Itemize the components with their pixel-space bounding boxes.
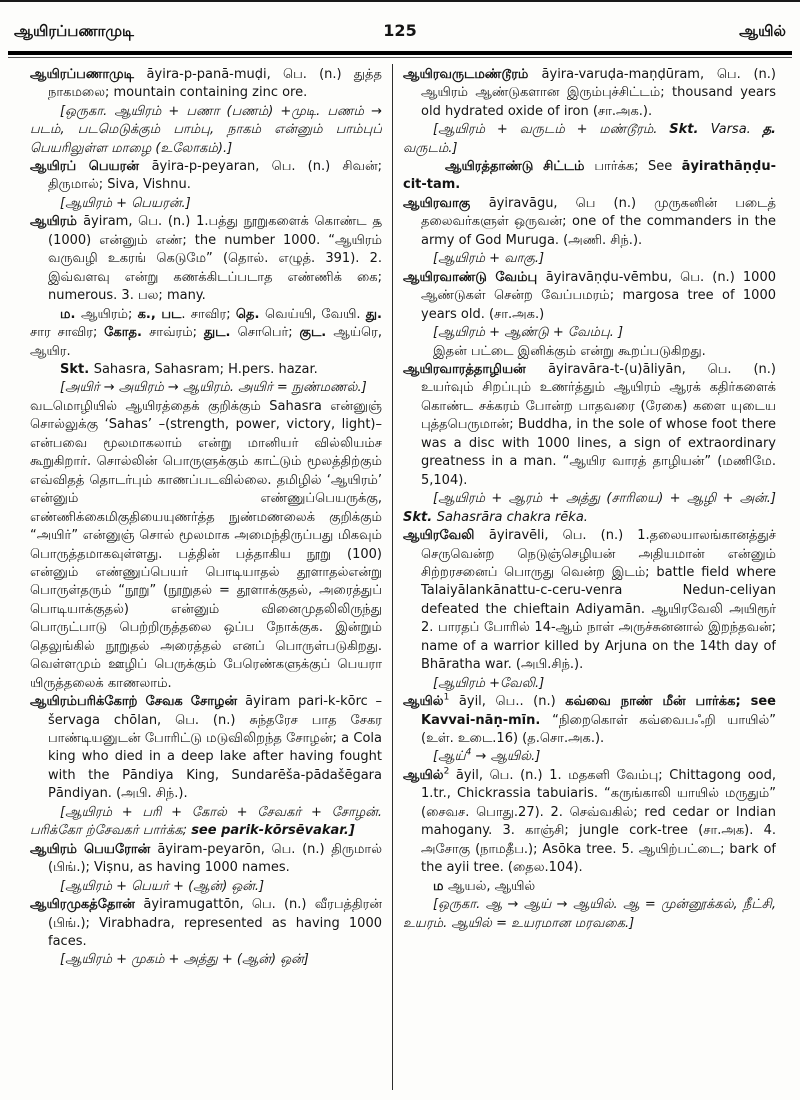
- entry-ayiram-lead: ஆயிரம் āyiram, பெ. (n.) 1.பத்து நூறுகளைக் கொண்ட ௲ (1000) என்னும் எண்; the number 1000. “ஆயிரம் வருவழி உகரங் கெடுமே” (தொல். எழுத். 391). 2. இவ்வளவு என்று கணக்கிடப்படாத எண்ணிக் கை; numerous. 3. பல; many.: [30, 214, 382, 304]
- entry-ayiravarudamanduram-etymology: [ஆயிரம் + வருடம் + மண்டூரம். Skt. Varsa. த. வருடம்.]: [403, 122, 776, 156]
- entry-ayiram-cognates: ம. ஆயிரம்; க., பட. சாவிர; தெ. வெய்யி, வேயி. து. சார சாவிர; கோத. சாவ்ரம்; துட. சொபெர்; குட. ஆய்ரெ, ஆயிர.: [30, 306, 382, 359]
- entry-ayil1-lead: ஆயில்$^1$ āyil, பெ.. (n.) கவ்வை நாண் மீன் பார்க்க; see Kavvai-nāṇ-mīn. “நிறைகொள் கவ்வைபஃறி யாயில்” (உள். உடை.16) (த.சொ.அக.).: [403, 692, 776, 747]
- column-divider: [392, 64, 393, 1090]
- entry-ayiramparikkor-sevaga-cholan-etymology: [ஆயிரம் + பரி + கோல் + சேவகர் + சோழன். பரிக்கோ ற்சேவகர் பார்க்க; see parik-kōrsēvakar.]: [30, 804, 382, 839]
- page-number: 125: [383, 21, 417, 40]
- entry-ayiravandu-vembu-note: இதன் பட்டை இனிக்கும் என்று கூறப்படுகிறது.: [433, 343, 706, 359]
- entry-ayiram-peyaron-lead: ஆயிரம் பெயரோன் āyiram-peyarōn, பெ. (n.) திருமால் (பிங்.); Viṣnu, as having 1000 names.: [30, 841, 382, 876]
- entry-ayiraveli-etymology: [ஆயிரம் +வேலி.]: [433, 675, 545, 691]
- right-column: [403, 64, 776, 1098]
- entry-ayil2-cognates: ம ஆயல், ஆயில்: [433, 878, 536, 894]
- left-column: [30, 64, 382, 1098]
- page-header: [0, 2, 800, 48]
- entry-ayil2-etymology: [ஒருகா. ஆ → ஆய் → ஆயில். ஆ = முன்னூக்கல், நீட்சி, உயரம். ஆயில் = உயரமான மரவகை.]: [403, 897, 776, 931]
- entry-ayiravarudamanduram-lead: ஆயிரவருடமண்டூரம் āyira-varuḍa-maṇḍūram, பெ. (n.) ஆயிரம் ஆண்டுகளான இரும்புச்சிட்டம்; thousand years old hydrated oxide of iron (சா.அக.).: [403, 66, 776, 119]
- entry-ayiravagu-lead: ஆயிரவாகு āyiravāgu, பெ (n.) முருகனின் படைத் தலைவர்களுள் ஒருவன்; one of the commanders in the army of God Muruga. (அணி. சிந்.).: [403, 195, 776, 248]
- entry-ayiravarathaliyan-lead: ஆயிரவாரத்தாழியன் āyiravāra-t-(u)āliyān, பெ. (n.) உயர்வும் சிறப்பும் உணர்த்தும் ஆயிரம் ஆரக் கதிர்களைக் கொண்ட சக்கரம் போன்ற பாதவரை (ரேகை) களை யுடைய புத்தபெருமான்; Buddha, in the sole of whose foot there was a disc with 1000 lines, a sign of extraordinary greatness in a man. “ஆயிர வாரத் தாழியன்” (மணிமே. 5,104).: [403, 361, 776, 488]
- entry-ayiram-discussion: வடமொழியில் ஆயிரத்தைக் குறிக்கும் Sahasra என்னுஞ் சொல்லுக்கு ‘Sahas’ –(strength, power, victory, light)– என்பவை மூலமாகலாம் என்று மானியர் வில்லியம்ச கூறுகிறார். சொல்லின் பொருளுக்கும் காட்டும் மூலத்திற்கும் எவ்விதத் தொடர்பும் காணப்படவில்லை. தமிழில் ‘ஆயிரம்’ என்னும் எண்ணுப்பெயருக்கு, எண்ணிக்கைமிகுதியையுணர்த்த நுண்மணலைக் குறிக்கும் “அயிர்” என்னுஞ் சொல் மூலமாக அமைந்திருப்பது மிகவும் பொருத்தமாகவுள்ளது. பத்தின் பத்தாகிய நூறு (100) என்னும் எண்ணுப்பெயர் பொடியாதல் தூளாதல்என்று பொருள்தரும் “நூறு” (நூறுதல் = தூளாக்குதல், அரைத்துப் பொடியாக்குதல்) என்னும் வினைமுதலிலிருந்து பொருட்பாடு பெற்றிருத்தலை ஒப்ப நோக்குக. இன்றும் தெலுங்கில் நூறுதல் அரைத்தல் எனப் பொருள்படுகிறது. வெள்ளமும் ஊழிப் பெருக்கும் பேரெண்களுக்குப் பெயரா யிருத்தலைக் காணலாம்.: [30, 398, 382, 691]
- entry-ayirappanamudi-lead: ஆயிரப்பணாமுடி āyira-p-panā-muḍi, பெ. (n.) துத்த நாகமலை; mountain containing zinc ore.: [30, 66, 382, 101]
- entry-ayiravarathaliyan-etymology: [ஆயிரம் + ஆரம் + அத்து (சாரியை) + ஆழி + அன்.] Skt. Sahasrāra chakra rēka.: [403, 491, 776, 525]
- entry-ayirathandu-cittam-crossref: ஆயிரத்தாண்டு சிட்டம் பார்க்க; See āyirathāṇḍu-cit-tam.: [403, 158, 776, 193]
- entry-ayiravandu-vembu-etymology: [ஆயிரம் + ஆண்டு + வேம்பு. ]: [433, 325, 624, 341]
- entry-ayiraveli-lead: ஆயிரவேலி āyiravēli, பெ. (n.) 1.தலையாலங்கானத்துச் செருவென்ற நெடுஞ்செழியன் அதியமான் என்னும் சிற்றரசனைப் பொருது வென்ற இடம்; battle field where Talaiyālankānattu-c-ceru-venra Nedun-celiyan defeated the chieftain Adiyamān. ஆயிரவேலி அயிரூர் 2. பாரதப் போரில் 14-ஆம் நாள் அருச்சுனனால் இறந்தவன்; name of a warrior killed by Arjuna on the 14th day of Bhāratha war. (அபி.சிந்.).: [403, 528, 776, 673]
- entry-ayiramugatton-lead: ஆயிரமுகத்தோன் āyiramugattōn, பெ. (n.) வீரபத்திரன் (பிங்.); Virabhadra, represented as having 1000 faces.: [30, 897, 382, 950]
- entry-ayiram-sanskrit: Skt. Sahasra, Sahasram; H.pers. hazar.: [60, 361, 318, 377]
- entry-ayirap-peyaran-etymology: [ஆயிரம் + பெயரன்.]: [60, 195, 191, 211]
- entry-ayiravandu-vembu-lead: ஆயிரவாண்டு வேம்பு āyiravāṇḍu-vēmbu, பெ. (n.) 1000 ஆண்டுகள் சென்ற வேப்பமரம்; margosa tree of 1000 years old. (சா.அக.): [403, 269, 776, 322]
- header-rule: [8, 51, 792, 55]
- entry-ayiramparikkor-sevaga-cholan-lead: ஆயிரம்பரிக்கோற் சேவக சோழன் āyiram pari-k-kōrc – šervaga chōlan, பெ. (n.) சுந்தரேச பாத சேகர பாண்டியனுடன் போரிட்டு மடுவிலிறந்த சோழன்; a Cola king who died in a deep lake after having fought with the Pāndiya King, Sundarēša-pādašēgara Pāndiyan. (அபி. சிந்.).: [30, 694, 382, 802]
- entry-ayirap-peyaran-lead: ஆயிரப் பெயரன் āyira-p-peyaran, பெ. (n.) சிவன்; திருமால்; Siva, Vishnu.: [30, 158, 382, 193]
- header-guide-word-right: ஆயில்: [739, 22, 786, 40]
- header-guide-word-left: ஆயிரப்பணாமுடி: [14, 22, 134, 40]
- entry-ayiravagu-etymology: [ஆயிரம் + வாகு.]: [433, 251, 545, 267]
- entry-ayil2-lead: ஆயில்$^2$ āyil, பெ. (n.) 1. மதகளி வேம்பு; Chittagong ood, 1.tr., Chickrassia tabuiaris. “கருங்காலி யாயில் மருதும்” (சைவச. பொது.27). 2. செவ்வகில்; red cedar or Indian mahogany. 3. காஞ்சி; jungle cork-tree (சா.அக). 4. அசோகு (நாமதீப.); Asōka tree. 5. ஆயிற்பட்டை; bark of the ayii tree. (தைல.104).: [403, 766, 776, 876]
- entry-ayil1-etymology: [ஆய்$^4$ → ஆயில்.]: [433, 748, 541, 765]
- entry-ayirappanamudi-etymology: [ஒருகா. ஆயிரம் + பணா (பணம்) +முடி. பணம் → படம், படமெடுக்கும் பாம்பு, நாகம் என்னும் பாம்புப் பெயரிலுள்ள மாழை (உலோகம்).]: [30, 103, 382, 156]
- entry-ayiram-etymology: [அயிர் → அயிரம் → ஆயிரம். அயிர் = நுண்மணல்.]: [60, 380, 367, 396]
- entry-ayiram-peyaron-etymology: [ஆயிரம் + பெயர் + (ஆன்) ஒன்.]: [60, 878, 265, 894]
- text-columns: [0, 58, 800, 1098]
- entry-ayiramugatton-etymology: [ஆயிரம் + முகம் + அத்து + (ஆன்) ஒன்]: [60, 952, 309, 968]
